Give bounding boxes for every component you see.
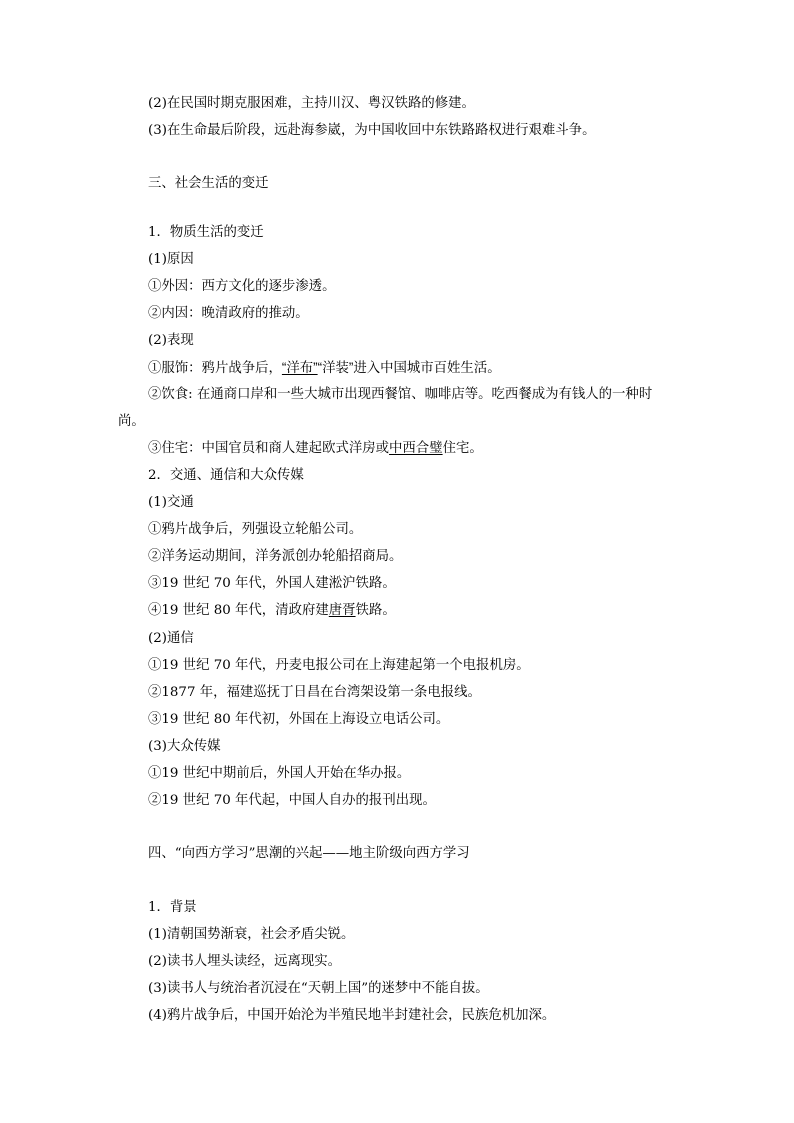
text-line: ③19 世纪 80 年代初，外国在上海设立电话公司。 bbox=[148, 712, 450, 727]
text-line: (2)在民国时期克服困难，主持川汉、粤汉铁路的修建。 bbox=[148, 96, 475, 111]
text-line: ②饮食: 在通商口岸和一些大城市出现西餐馆、咖啡店等。吃西餐成为有钱人的一种时 bbox=[148, 387, 653, 402]
text-line: (1)清朝国势渐衰，社会矛盾尖锐。 bbox=[148, 927, 355, 942]
text-line: ②内因：晚清政府的推动。 bbox=[148, 306, 309, 321]
text-segment: 住宅。 bbox=[442, 441, 483, 456]
text-line: (2)通信 bbox=[148, 631, 194, 646]
text-line-continuation: 尚。 bbox=[118, 414, 145, 429]
text-line bbox=[148, 602, 396, 620]
text-line: (3)大众传媒 bbox=[148, 739, 221, 754]
text-segment: 进入中国城市百姓生活。 bbox=[353, 361, 501, 376]
text-line: ②洋务运动期间，洋务派创办轮船招商局。 bbox=[148, 549, 403, 564]
text-line: (4)鸦片战争后，中国开始沦为半殖民地半封建社会，民族危机加深。 bbox=[148, 1008, 556, 1023]
text-line: ②19 世纪 70 年代起，中国人自办的报刊出现。 bbox=[148, 793, 436, 808]
text-segment: 铁路。 bbox=[355, 603, 396, 618]
text-line: (3)读书人与统治者沉浸在“天朝上国”的迷梦中不能自拔。 bbox=[148, 981, 489, 996]
text-line: ①外因：西方文化的逐步渗透。 bbox=[148, 279, 336, 294]
text-line: ③19 世纪 70 年代，外国人建淞沪铁路。 bbox=[148, 576, 396, 591]
text-line: (1)交通 bbox=[148, 495, 194, 510]
text-line: ①19 世纪 70 年代，丹麦电报公司在上海建起第一个电报机房。 bbox=[148, 658, 530, 673]
section-heading: 四、“向西方学习”思潮的兴起——地主阶级向西方学习 bbox=[148, 846, 470, 861]
text-line bbox=[148, 359, 501, 378]
text-line: ②1877 年，福建巡抚丁日昌在台湾架设第一条电报线。 bbox=[148, 685, 481, 700]
underlined-term: 唐胥 bbox=[328, 603, 356, 618]
text-segment: ④19 世纪 80 年代，清政府建 bbox=[148, 603, 329, 618]
text-segment: “洋装” bbox=[317, 360, 354, 375]
subsection-heading: 1．物质生活的变迁 bbox=[148, 225, 264, 240]
text-line bbox=[148, 440, 483, 458]
underlined-term: 中西合璧 bbox=[389, 441, 443, 456]
subsection-heading: 1．背景 bbox=[148, 900, 197, 915]
text-line: ①19 世纪中期前后，外国人开始在华办报。 bbox=[148, 766, 411, 781]
text-line: (1)原因 bbox=[148, 252, 194, 267]
text-segment: ③住宅：中国官员和商人建起欧式洋房或 bbox=[148, 441, 390, 456]
underlined-term: “洋布” bbox=[281, 360, 318, 375]
text-line: ①鸦片战争后，列强设立轮船公司。 bbox=[148, 522, 363, 537]
text-line: (2)表现 bbox=[148, 333, 194, 348]
section-heading: 三、社会生活的变迁 bbox=[148, 176, 269, 191]
text-segment: ①服饰：鸦片战争后， bbox=[148, 361, 282, 376]
text-line: (2)读书人埋头读经，远离现实。 bbox=[148, 954, 342, 969]
text-line: (3)在生命最后阶段，远赴海参崴，为中国收回中东铁路路权进行艰难斗争。 bbox=[148, 123, 596, 138]
subsection-heading: 2．交通、通信和大众传媒 bbox=[148, 468, 304, 483]
